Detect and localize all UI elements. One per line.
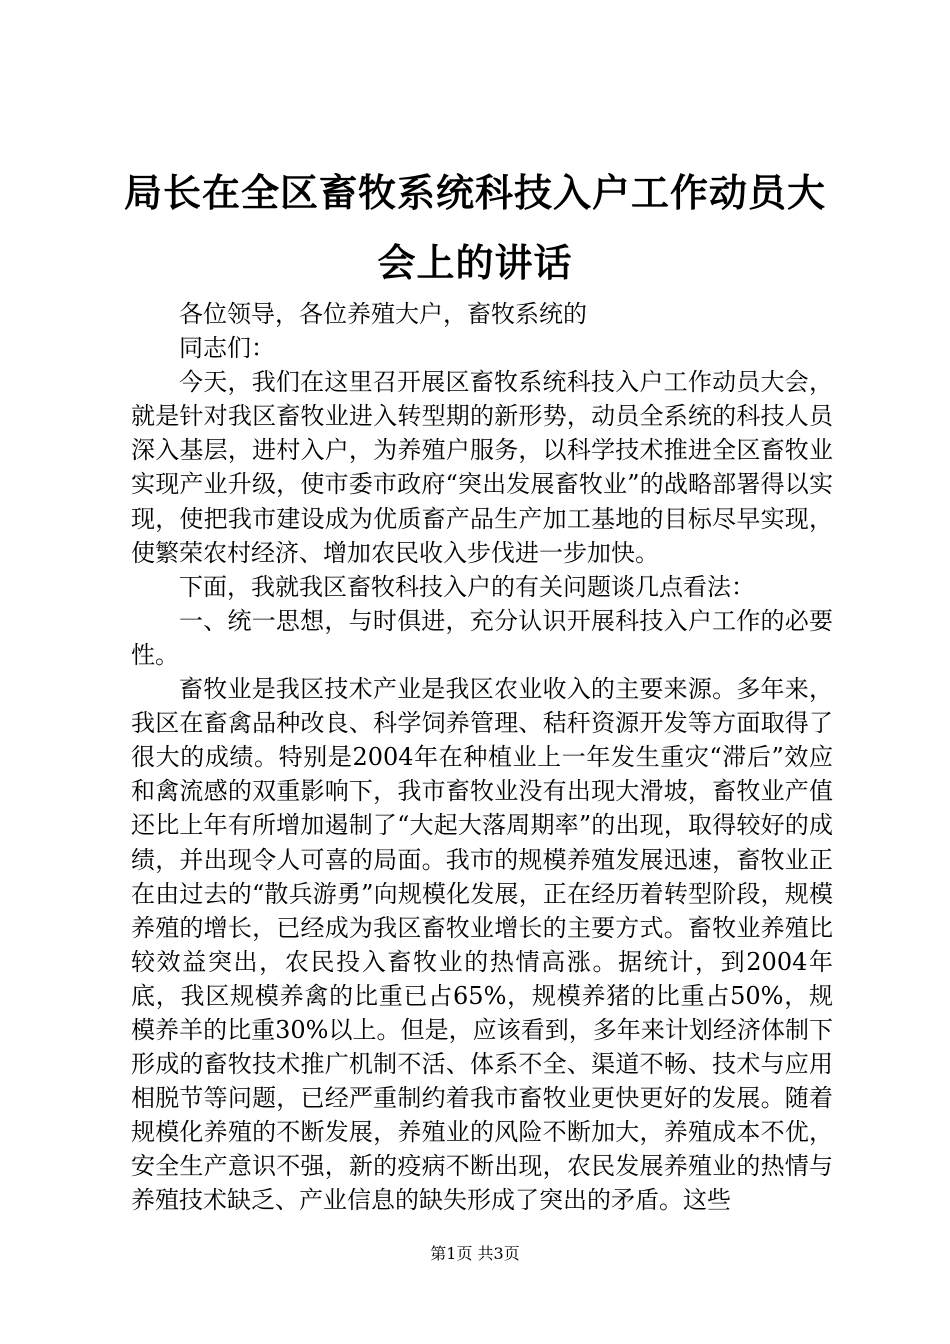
salutation-line: 各位领导，各位养殖大户，畜牧系统的	[179, 300, 587, 328]
page-footer: 第1页 共3页	[430, 1244, 520, 1263]
section-heading: 一、统一思想，与时俱进，充分认识开展科技入户工作的必要性。	[131, 606, 833, 669]
body-paragraph: 畜牧业是我区技术产业是我区农业收入的主要来源。多年来，我区在畜禽品种改良、科学饲养管理、秸秆资源开发等方面取得了很大的成绩。特别是2004年在种植业上一年发生重灾“滞后”效应和禽流感的双重影响下，我市畜牧业没有出现大滑坡，畜牧业产值还比上年有所增加遏制了“大起大落周期率”的出现，取得较好的成绩，并出现令人可喜的局面。我市的规模养殖发展迅速，畜牧业正在由过去的“散兵游勇”向规模化发展，正在经历着转型阶段，规模养殖的增长，已经成为我区畜牧业增长的主要方式。畜牧业养殖比较效益突出，农民投入畜牧业的热情高涨。据统计，到2004年底，我区规模养禽的比重已占65%，规模养猪的比重占50%，规模养羊的比重30%以上。但是，应该看到，多年来计划经济体制下形成的畜牧技术推广机制不活、体系不全、渠道不畅、技术与应用相脱节等问题，已经严重制约着我市畜牧业更快更好的发展。随着规模化养殖的不断发展，养殖业的风险不断加大，养殖成本不优，安全生产意识不强，新的疫病不断出现，农民发展养殖业的热情与养殖技术缺乏、产业信息的缺失形成了突出的矛盾。这些	[131, 675, 833, 1215]
body-paragraph: 今天，我们在这里召开展区畜牧系统科技入户工作动员大会，就是针对我区畜牧业进入转型期的新形势，动员全系统的科技人员深入基层，进村入户，为养殖户服务，以科学技术推进全区畜牧业实现产业升级，使市委市政府“突出发展畜牧业”的战略部署得以实现，使把我市建设成为优质畜产品生产加工基地的目标尽早实现，使繁荣农村经济、增加农民收入步伐进一步加快。	[131, 368, 833, 567]
body-paragraph: 下面，我就我区畜牧科技入户的有关问题谈几点看法：	[179, 572, 755, 601]
salutation-line: 同志们：	[179, 334, 275, 363]
document-title: 局长在全区畜牧系统科技入户工作动员大会上的讲话	[123, 170, 826, 285]
document-body	[131, 297, 833, 1218]
